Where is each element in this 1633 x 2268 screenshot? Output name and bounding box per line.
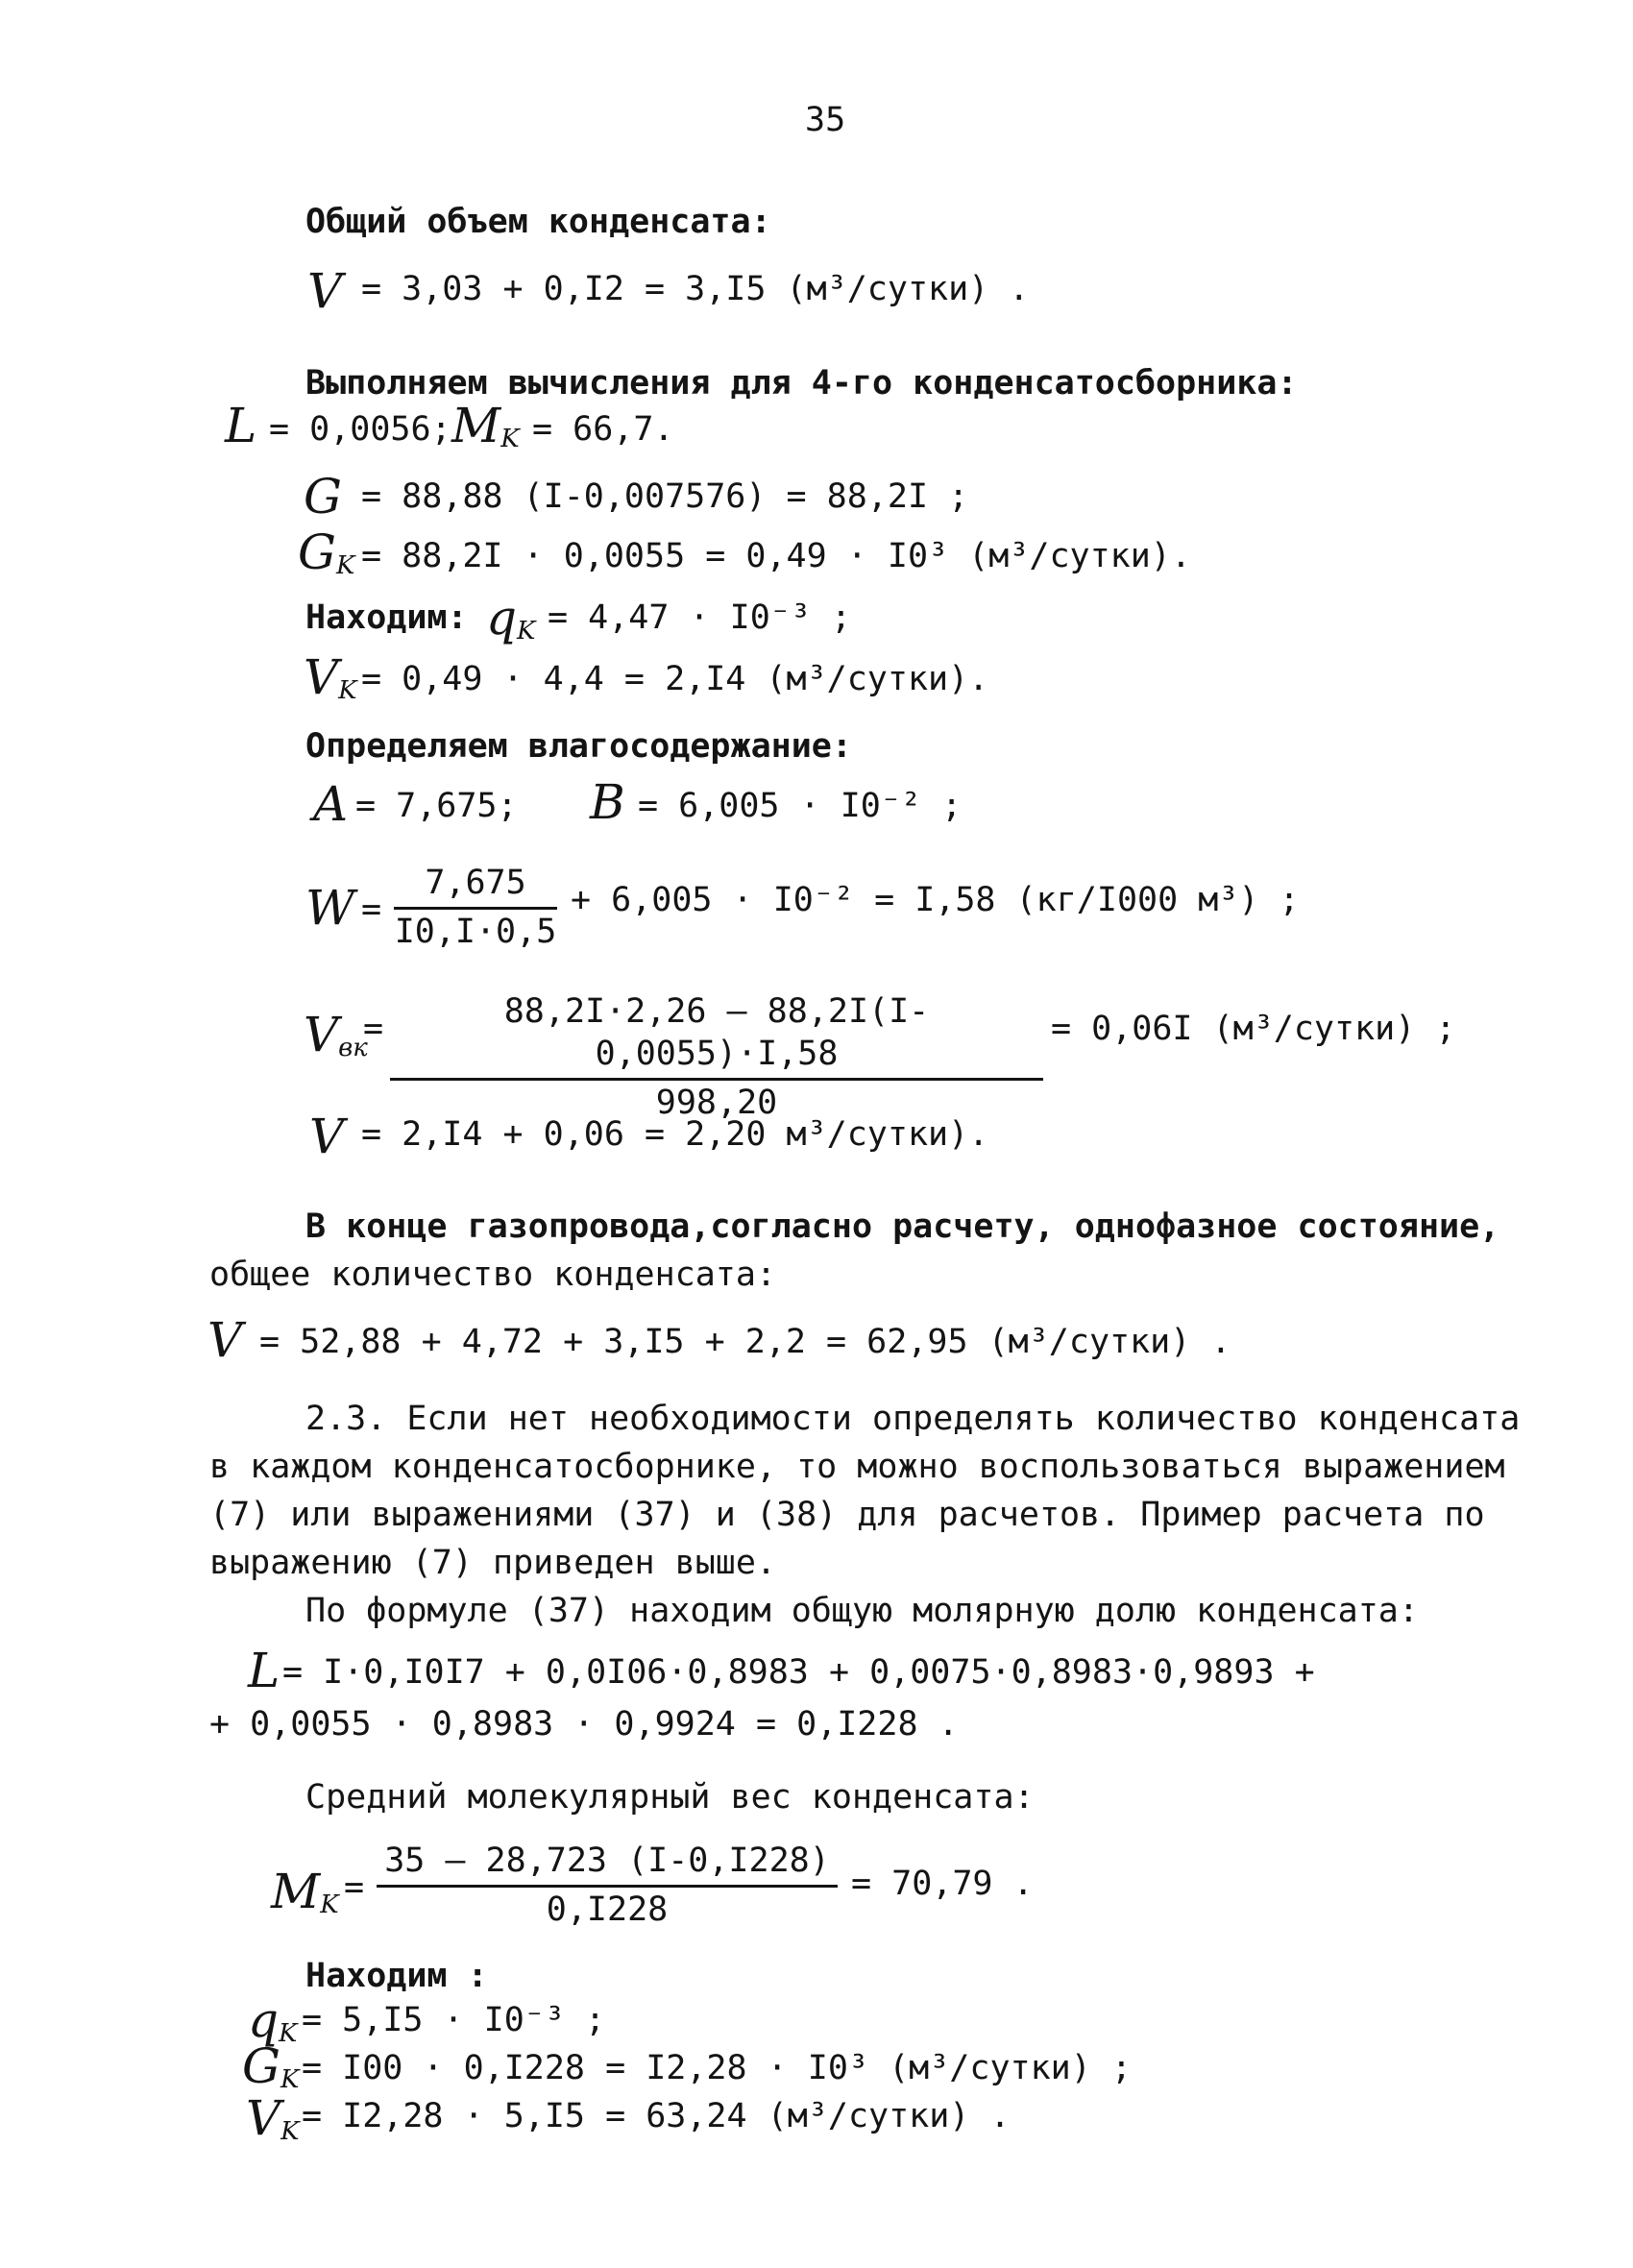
fourth-collector-intro: Выполняем вычисления для 4-го конденсатосборника: [305,364,1298,402]
section-2-3-line1: 2.3. Если нет необходимости определять количество конденсата [305,1400,1521,1438]
Vvk-numerator: 88,2I·2,26 – 88,2I(I-0,0055)·I,58 [390,991,1043,1081]
W-fraction [394,863,557,954]
Mk-value: = 66,7. [532,410,674,449]
G-equation: = 88,88 (I-0,007576) = 88,2I ; [361,477,969,516]
B-value: = 6,005 · I0⁻² ; [638,787,963,825]
symbol-Vk-2: $V_K$ [246,2090,300,2147]
symbol-Vvk: $V_{вк}$ [304,1007,368,1063]
pipeline-end-para-line1: В конце газопровода,согласно расчету, однофазное состояние, [305,1207,1500,1246]
qk-equation-2: = 5,I5 · I0⁻³ ; [302,2001,606,2039]
symbol-B: B [590,774,625,830]
moisture-heading: Определяем влагосодержание: [305,727,852,766]
symbol-L-2: L [248,1643,280,1698]
page-number: 35 [805,101,846,139]
pipeline-end-para-line2: общее количество конденсата: [209,1256,777,1294]
total-volume-heading: Общий объем конденсата: [305,203,771,241]
symbol-Gk: $G_K$ [298,524,355,581]
find-label-2: Находим : [305,1957,488,1995]
A-value: = 7,675; [355,787,518,825]
Mk-fraction [377,1841,838,1932]
symbol-qk: $q_K$ [486,590,536,646]
symbol-qk-2: $q_K$ [248,1992,298,2049]
symbol-V-2: V [309,1109,345,1164]
L-equation-line2: + 0,0055 · 0,8983 · 0,9924 = 0,I228 . [209,1705,959,1744]
find-label-1: Находим: [305,598,468,637]
symbol-A: A [313,776,349,832]
Mk-numerator: 35 – 28,723 (I-0,I228) [377,1841,838,1888]
Mk-equation-rest: = 70,79 . [851,1865,1034,1903]
section-2-3-line4: выражению (7) приведен выше. [209,1544,777,1582]
symbol-Mk: $M_K$ [451,398,520,454]
W-denominator: I0,I·0,5 [394,912,557,951]
symbol-W: W [305,880,355,936]
total-condensate-equation: = 52,88 + 4,72 + 3,I5 + 2,2 = 62,95 (м³/сутки) . [259,1323,1231,1361]
section-2-3-line2: в каждом конденсатосборнике, то можно воспользоваться выражением [209,1448,1505,1486]
Vk-equation-2: = I2,28 · 5,I5 = 63,24 (м³/сутки) . [302,2097,1011,2135]
W-equals: = [361,890,382,929]
Mk-denominator: 0,I228 [546,1890,669,1929]
symbol-L: L [225,398,257,453]
symbol-V-3: V [207,1312,243,1368]
symbol-Gk-2: $G_K$ [242,2038,300,2095]
L-value: = 0,0056; [269,410,451,449]
Vvk-equation-rest: = 0,06I (м³/сутки) ; [1051,1010,1456,1048]
section-2-3-line3: (7) или выражениями (37) и (38) для расчетов. Пример расчета по [209,1496,1485,1534]
symbol-Mk-2: $M_K$ [271,1864,339,1920]
Vk-equation: = 0,49 · 4,4 = 2,I4 (м³/сутки). [361,660,989,698]
W-equation-rest: + 6,005 · I0⁻² = I,58 (кг/I000 м³) ; [571,881,1300,919]
Gk-equation-2: = I00 · 0,I228 = I2,28 · I0³ (м³/сутки) ; [302,2049,1132,2087]
symbol-V: V [307,263,343,319]
Vvk-denominator: 998,20 [655,1083,778,1122]
total-volume-equation: = 3,03 + 0,I2 = 3,I5 (м³/сутки) . [361,270,1030,308]
formula-37-para: По формуле (37) находим общую молярную долю конденсата: [305,1592,1419,1630]
qk-equation: = 4,47 · I0⁻³ ; [548,598,852,637]
Mk-equals: = [344,1868,365,1907]
symbol-Vk: $V_K$ [304,649,357,706]
V-equation-2: = 2,I4 + 0,06 = 2,20 м³/сутки). [361,1115,989,1154]
mw-heading: Средний молекулярный вес конденсата: [305,1778,1035,1817]
symbol-G: G [304,469,342,524]
W-numerator: 7,675 [394,863,557,910]
L-equation-line1: = I·0,I0I7 + 0,0I06·0,8983 + 0,0075·0,8983·0,9893 + [282,1653,1315,1692]
Vvk-equals: = [363,1010,384,1048]
Vvk-fraction [390,991,1043,1124]
Gk-equation: = 88,2I · 0,0055 = 0,49 · I0³ (м³/сутки). [361,537,1191,575]
